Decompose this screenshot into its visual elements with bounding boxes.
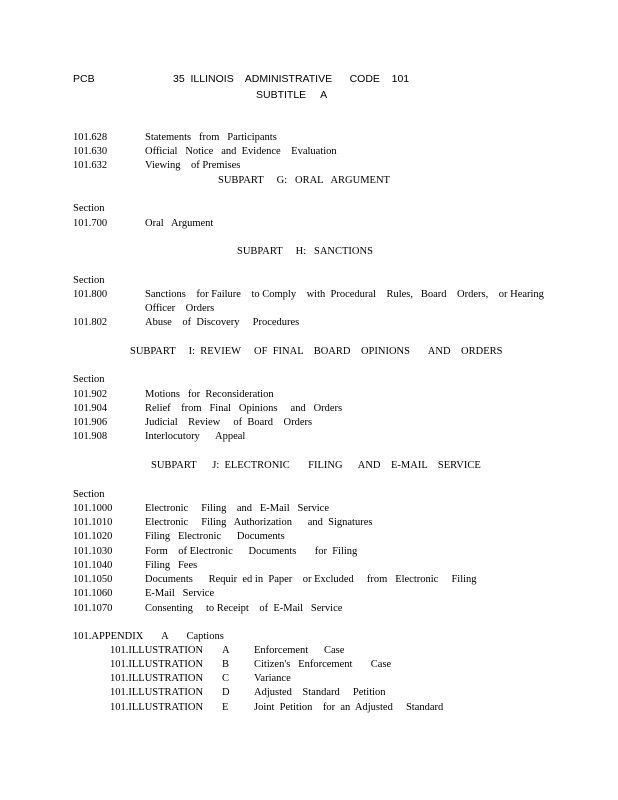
section-title: Form of Electronic Documents for Filing: [145, 546, 358, 557]
illustration-label: 101.ILLUSTRATION: [110, 645, 204, 656]
section-title: Abuse of Discovery Procedures: [145, 317, 300, 328]
header-left: PCB: [73, 73, 95, 85]
section-number: 101.1050: [73, 574, 113, 585]
section-title: Relief from Final Opinions and Orders: [145, 403, 343, 414]
section-number: 101.1020: [73, 531, 113, 542]
section-title-continued: Officer Orders: [145, 303, 215, 314]
section-title: Electronic Filing Authorization and Signatures: [145, 517, 373, 528]
subpart-j-heading: SUBPART J: ELECTRONIC FILING AND E-MAIL SERVICE: [151, 460, 481, 471]
section-title: E-Mail Service: [145, 588, 215, 599]
section-number: 101.1000: [73, 503, 113, 514]
section-title: Judicial Review of Board Orders: [145, 417, 313, 428]
section-number: 101.904: [73, 403, 108, 414]
illustration-title: Joint Petition for an Adjusted Standard: [254, 702, 444, 713]
illustration-label: 101.ILLUSTRATION: [110, 702, 204, 713]
illustration-label: 101.ILLUSTRATION: [110, 673, 204, 684]
section-number: 101.628: [73, 132, 108, 143]
illustration-letter: C: [222, 673, 230, 684]
illustration-letter: A: [222, 645, 230, 656]
section-title: Official Notice and Evidence Evaluation: [145, 146, 337, 157]
section-number: 101.902: [73, 389, 108, 400]
illustration-label: 101.ILLUSTRATION: [110, 659, 204, 670]
section-number: 101.802: [73, 317, 108, 328]
section-number: 101.800: [73, 289, 108, 300]
section-title: Interlocutory Appeal: [145, 431, 246, 442]
section-number: 101.1070: [73, 603, 113, 614]
illustration-title: Adjusted Standard Petition: [254, 687, 386, 698]
header-subtitle: SUBTITLE A: [256, 89, 328, 101]
section-number: 101.908: [73, 431, 108, 442]
section-title: Statements from Participants: [145, 132, 277, 143]
section-number: 101.630: [73, 146, 108, 157]
subpart-i-heading: SUBPART I: REVIEW OF FINAL BOARD OPINIONS AND ORDERS: [130, 346, 503, 357]
illustration-title: Citizen's Enforcement Case: [254, 659, 392, 670]
section-label: Section: [73, 374, 105, 385]
header-title: 35 ILLINOIS ADMINISTRATIVE CODE 101: [173, 73, 410, 85]
illustration-letter: B: [222, 659, 230, 670]
subpart-h-heading: SUBPART H: SANCTIONS: [237, 246, 373, 257]
illustration-title: Variance: [254, 673, 291, 684]
section-number: 101.1030: [73, 546, 113, 557]
illustration-title: Enforcement Case: [254, 645, 345, 656]
section-title: Viewing of Premises: [145, 160, 241, 171]
section-title: Filing Fees: [145, 560, 198, 571]
section-title: Oral Argument: [145, 218, 214, 229]
section-title: Consenting to Receipt of E-Mail Service: [145, 603, 343, 614]
subpart-g-heading: SUBPART G: ORAL ARGUMENT: [218, 175, 390, 186]
section-title: Sanctions for Failure to Comply with Procedural Rules, Board Orders, or Hearing: [145, 289, 544, 300]
appendix-title: 101.APPENDIX A Captions: [73, 631, 224, 642]
section-number: 101.632: [73, 160, 108, 171]
illustration-letter: D: [222, 687, 230, 698]
section-number: 101.1040: [73, 560, 113, 571]
section-title: Motions for Reconsideration: [145, 389, 274, 400]
section-label: Section: [73, 203, 105, 214]
illustration-label: 101.ILLUSTRATION: [110, 687, 204, 698]
section-title: Documents Requir ed in Paper or Excluded from Electronic Filing: [145, 574, 477, 585]
section-number: 101.1010: [73, 517, 113, 528]
section-title: Electronic Filing and E-Mail Service: [145, 503, 329, 514]
illustration-letter: E: [222, 702, 229, 713]
section-label: Section: [73, 275, 105, 286]
section-label: Section: [73, 489, 105, 500]
section-number: 101.700: [73, 218, 108, 229]
section-number: 101.1060: [73, 588, 113, 599]
section-number: 101.906: [73, 417, 108, 428]
section-title: Filing Electronic Documents: [145, 531, 285, 542]
